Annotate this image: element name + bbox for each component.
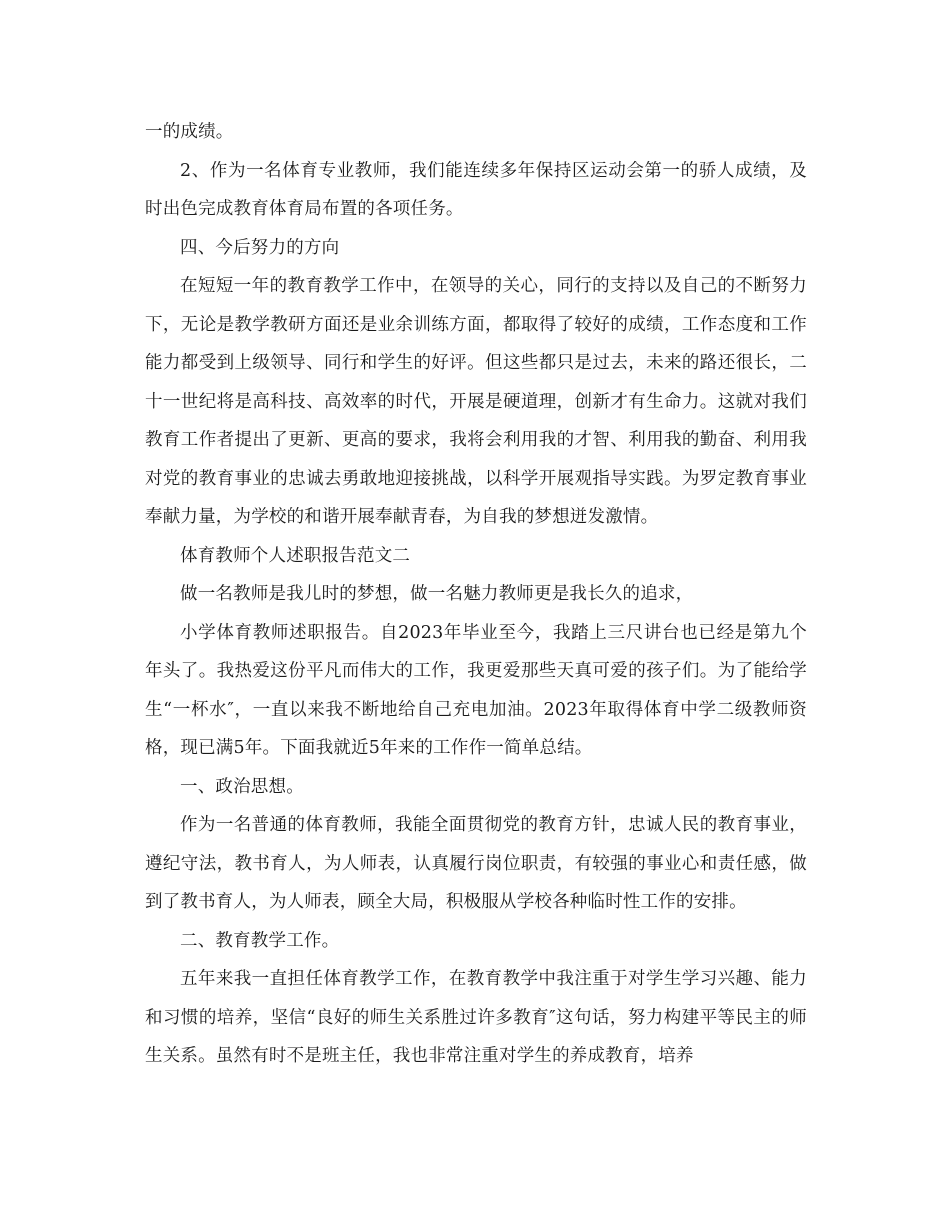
paragraph-2: 2、作为一名体育专业教师，我们能连续多年保持区运动会第一的骄人成绩，及时出色完成教育体育局布置的各项任务。: [145, 160, 807, 219]
paragraph-5: 小学体育教师述职报告。自2023年毕业至今，我踏上三尺讲台也已经是第九个年头了。我热爱这份平凡而伟大的工作，我更爱那些天真可爱的孩子们。为了能给学生“一杯水″，一直以来我不断地给自己充电加油。2023年取得体育中学二级教师资格，现已满5年。下面我就近5年来的工作作一简单总结。: [145, 622, 807, 758]
section-heading-1: 一、政治思想。: [180, 776, 304, 797]
document-body: [145, 113, 807, 1076]
paragraph-1: 一的成绩。: [145, 122, 234, 142]
section-heading-2: 二、教育教学工作。: [180, 930, 340, 951]
paragraph-3: 在短短一年的教育教学工作中，在领导的关心，同行的支持以及自己的不断努力下，无论是教学教研方面还是业余训练方面，都取得了较好的成绩，工作态度和工作能力都受到上级领导、同行和学生的好评。但这些都只是过去，未来的路还很长，二十一世纪将是高科技、高效率的时代，开展是硬道理，创新才有生命力。这就对我们教育工作者提出了更新、更高的要求，我将会利用我的才智、利用我的勤奋、利用我对党的教育事业的忠诚去勇敢地迎接挑战，以科学开展观指导实践。为罗定教育事业奉献力量，为学校的和谐开展奉献青春，为自我的梦想迸发激情。: [145, 276, 807, 527]
paragraph-4: 做一名教师是我儿时的梦想，做一名魅力教师更是我长久的追求，: [180, 584, 694, 604]
paragraph-7: 五年来我一直担任体育教学工作，在教育教学中我注重于对学生学习兴趣、能力和习惯的培养，坚信“良好的师生关系胜过许多教育″这句话，努力构建平等民主的师生关系。虽然有时不是班主任，我也非常注重对学生的养成教育，培养: [145, 969, 807, 1066]
document-subtitle: 体育教师个人述职报告范文二: [180, 545, 411, 566]
section-heading-4: 四、今后努力的方向: [180, 237, 340, 258]
paragraph-6: 作为一名普通的体育教师，我能全面贯彻党的教育方针，忠诚人民的教育事业，遵纪守法，教书育人，为人师表，认真履行岗位职责，有较强的事业心和责任感，做到了教书育人，为人师表，顾全大局，积极服从学校各种临时性工作的安排。: [145, 815, 807, 912]
